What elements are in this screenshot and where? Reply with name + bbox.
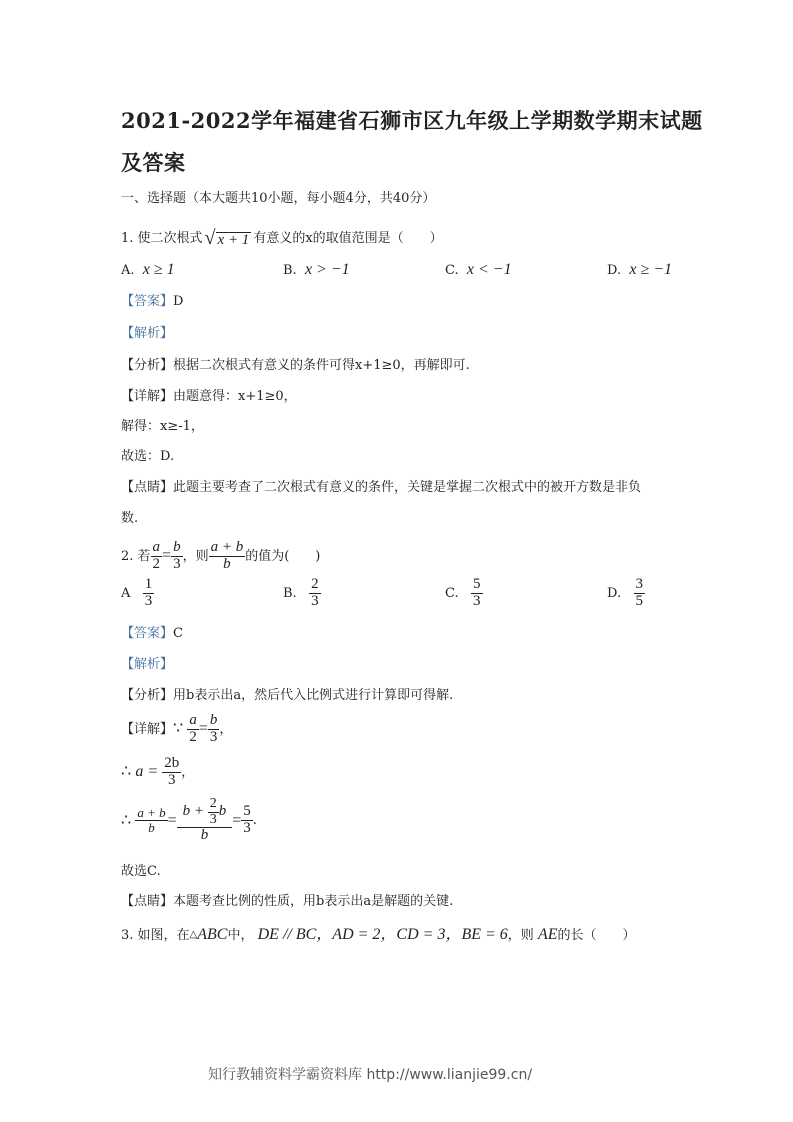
- q2-guxuan: 故选C.: [121, 864, 161, 879]
- because-symbol: ∵: [173, 720, 184, 738]
- q2-suffix: 的值为( ): [245, 548, 321, 564]
- q1-option-b: B. x > −1: [283, 261, 350, 278]
- q1-suffix: 有意义的x的取值范围是（ ）: [253, 230, 443, 246]
- page-title-line1: 2021-2022学年福建省石狮市区九年级上学期数学期末试题: [121, 108, 703, 133]
- q1-analysis-tag: 【解析】: [121, 326, 174, 341]
- q2-dianjing: 【点睛】本题考查比例的性质，用b表示出a是解题的关键.: [121, 894, 454, 909]
- q1-prefix: 1. 使二次根式: [121, 230, 203, 246]
- q2-fenxi: 【分析】用b表示出a，然后代入比例式进行计算即可得解.: [121, 688, 454, 703]
- therefore-symbol: ∴: [121, 811, 132, 829]
- q1-guxuan: 故选：D.: [121, 449, 175, 464]
- q2-xiangjie: 【详解】 ∵ $\frac{a}{2}$ = $\frac{b}{3}$ ，: [121, 712, 233, 745]
- triangle-icon: △: [189, 929, 198, 940]
- q2-prefix: 2. 若: [121, 548, 151, 564]
- sqrt-expression: [205, 228, 252, 248]
- q1-jiede: 解得：x≥-1，: [121, 419, 204, 434]
- q2-analysis-tag: 【解析】: [121, 657, 174, 672]
- q1-answer: 【答案】D: [121, 294, 184, 309]
- q2-option-c: C. $\frac{5}{3}$: [445, 576, 481, 609]
- q2-option-a: A $\frac{1}{3}$: [121, 576, 153, 609]
- fraction-a-over-2: $\frac{a}{2}$: [152, 539, 161, 572]
- radical-sign-icon: √: [204, 227, 216, 249]
- q2-option-d: D. $\frac{3}{5}$: [607, 576, 643, 609]
- q1-xiangjie: 【详解】由题意得：x+1≥0，: [121, 389, 297, 404]
- compound-fraction: b + $\frac{2}{3}$ b b: [177, 797, 233, 844]
- page-title-line2: 及答案: [121, 150, 186, 175]
- q1-radicand: x + 1: [217, 232, 250, 248]
- q2-mid: ，则: [182, 548, 209, 564]
- q1-option-c: C. x < −1: [445, 261, 512, 278]
- question-3: 3. 如图，在 △ ABC 中， DE // BC，AD = 2，CD = 3，BE = 6 ，则 AE 的长（ ）: [121, 926, 636, 943]
- question-2: [121, 540, 320, 573]
- q2-option-b: B. $\frac{2}{3}$: [283, 576, 319, 609]
- q1-option-d: D. x ≥ −1: [607, 261, 673, 278]
- q2-step-result: ∴ $\frac{a + b}{b}$ = b + $\frac{2}{3}$ b b = $\frac{5}{3}$ .: [121, 796, 257, 844]
- therefore-symbol: ∴: [121, 763, 132, 781]
- section-heading: 一、选择题（本大题共10小题，每小题4分，共40分）: [121, 191, 436, 206]
- footer-watermark: 知行教辅资料学霸资料库 http://www.lianjie99.cn/: [208, 1067, 533, 1083]
- fraction-b-over-3: $\frac{b}{3}$: [173, 539, 181, 572]
- fraction-apb-over-b: $\frac{a + b}{b}$: [210, 539, 244, 572]
- q3-conditions: DE // BC，AD = 2，CD = 3，BE = 6: [257, 926, 508, 943]
- q1-dianjing: 【点睛】此题主要考查了二次根式有意义的条件，关键是掌握二次根式中的被开方数是非负: [121, 480, 642, 495]
- q2-step-a-equals: ∴ a = $\frac{2b}{3}$ ，: [121, 755, 195, 788]
- q1-option-a: A. x ≥ 1: [121, 261, 175, 278]
- q1-fenxi: 【分析】根据二次根式有意义的条件可得x+1≥0，再解即可.: [121, 358, 470, 373]
- question-1: [121, 228, 443, 248]
- q1-dianjing-cont: 数.: [121, 511, 139, 526]
- equals-sign: =: [162, 547, 172, 565]
- q2-answer: 【答案】C: [121, 626, 183, 641]
